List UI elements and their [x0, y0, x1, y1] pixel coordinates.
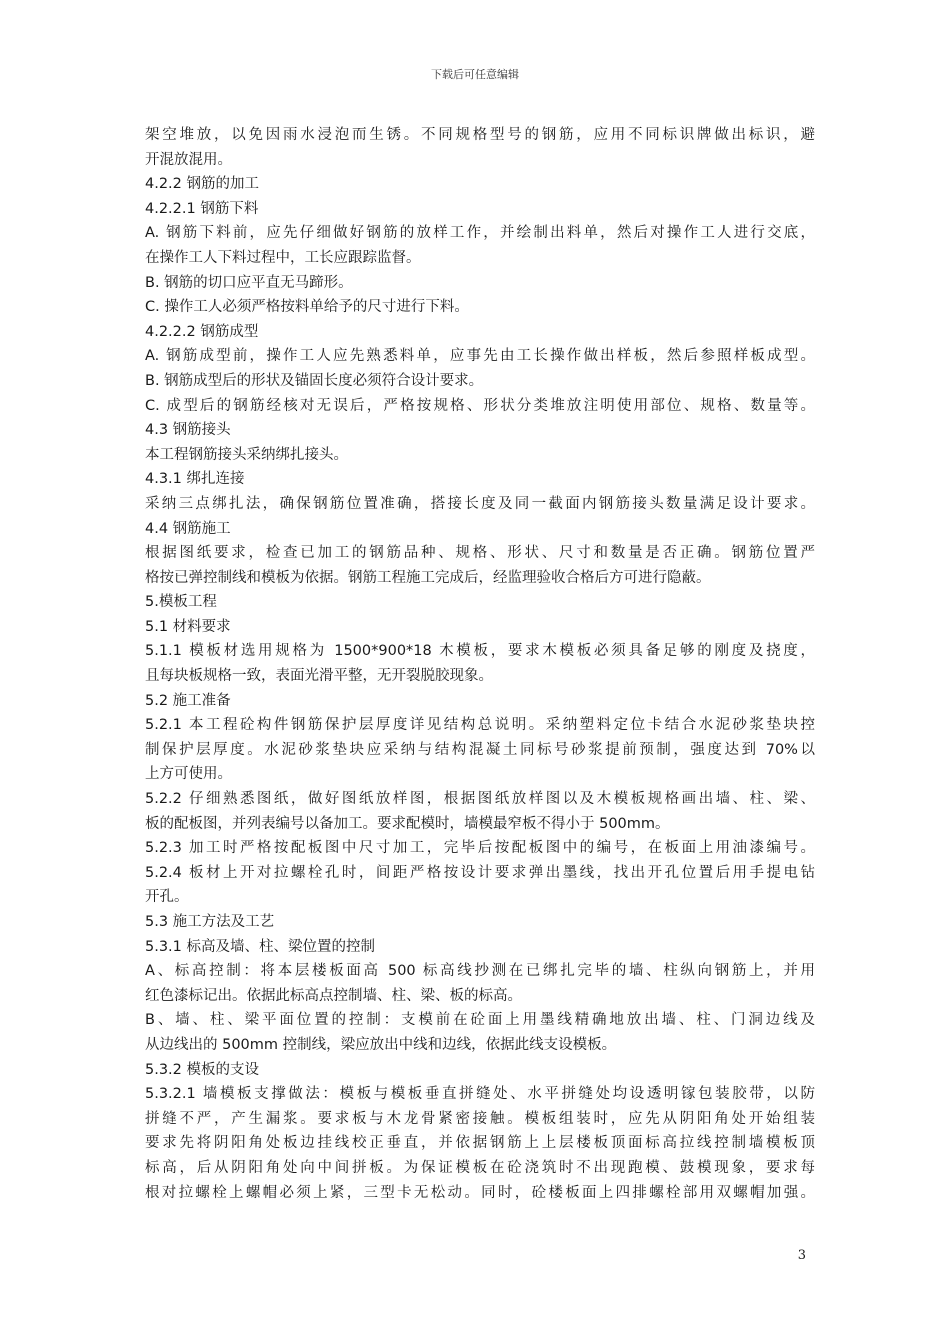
paragraph-line: B. 钢筋成型后的形状及锚固长度必须符合设计要求。 — [145, 372, 484, 389]
paragraph-line: C. 操作工人必须严格按料单给予的尺寸进行下料。 — [145, 299, 469, 316]
paragraph-line: A、标高控制：将本层楼板面高 500 标高线抄测在已绑扎完毕的墙、柱纵向钢筋上，并用 — [145, 963, 815, 980]
section-heading: 5.3.2 模板的支设 — [145, 1061, 260, 1078]
paragraph-line: 从边线出的 500mm 控制线，梁应放出中线和边线，依据此线支设模板。 — [145, 1036, 617, 1053]
paragraph-line: 红色漆标记出。依据此标高点控制墙、柱、梁、板的标高。 — [145, 987, 522, 1004]
paragraph-line: B、墙、柱、梁平面位置的控制：支模前在砼面上用墨线精确地放出墙、柱、门洞边线及 — [145, 1012, 815, 1029]
paragraph-line: 采纳三点绑扎法，确保钢筋位置准确，搭接长度及同一截面内钢筋接头数量满足设计要求。 — [145, 495, 815, 512]
section-heading: 5.3.1 标高及墙、柱、梁位置的控制 — [145, 938, 376, 955]
section-heading: 5.模板工程 — [145, 594, 217, 611]
paragraph-line: 5.2.2 仔细熟悉图纸，做好图纸放样图，根据图纸放样图以及木模板规格画出墙、柱、梁、 — [145, 791, 815, 808]
header-note: 下载后可任意编辑 — [431, 68, 519, 81]
paragraph-line: 要求先将阴阳角处板边挂线校正垂直，并依据钢筋上上层楼板顶面标高拉线控制墙模板顶 — [145, 1135, 815, 1152]
section-heading: 4.3 钢筋接头 — [145, 422, 231, 439]
paragraph-line: 5.3.2.1 墙模板支撑做法：模板与模板垂直拼缝处、水平拼缝处均设透明镓包装胶带，以防 — [145, 1086, 815, 1103]
paragraph-line: 5.2.1 本工程砼构件钢筋保护层厚度详见结构总说明。采纳塑料定位卡结合水泥砂浆垫块控 — [145, 717, 815, 734]
paragraph-line: 5.1.1 模板材选用规格为 1500*900*18 木模板，要求木模板必须具备足够的刚度及挠度， — [145, 643, 815, 660]
paragraph-line: C. 成型后的钢筋经核对无误后，严格按规格、形状分类堆放注明使用部位、规格、数量等。 — [145, 397, 815, 414]
paragraph-line: B. 钢筋的切口应平直无马蹄形。 — [145, 274, 353, 291]
paragraph-line: 且每块板规格一致，表面光滑平整，无开裂脱胶现象。 — [145, 668, 493, 685]
section-heading: 5.1 材料要求 — [145, 618, 231, 635]
paragraph-line: 上方可使用。 — [145, 766, 232, 783]
paragraph-line: 根据图纸要求，检查已加工的钢筋品种、规格、形状、尺寸和数量是否正确。钢筋位置严 — [145, 545, 815, 562]
section-heading: 4.2.2 钢筋的加工 — [145, 176, 260, 193]
paragraph-line: 格按已弹控制线和模板为依据。钢筋工程施工完成后，经监理验收合格后方可进行隐蔽。 — [145, 569, 711, 586]
paragraph-line: 在操作工人下料过程中，工长应跟踪监督。 — [145, 249, 421, 266]
section-heading: 4.3.1 绑扎连接 — [145, 471, 245, 488]
page-number: 3 — [797, 1248, 806, 1263]
section-heading: 4.2.2.1 钢筋下料 — [145, 200, 259, 217]
paragraph-line: 5.2.4 板材上开对拉螺栓孔时，间距严格按设计要求弹出墨线，找出开孔位置后用手提电钻 — [145, 864, 815, 881]
paragraph-line: 本工程钢筋接头采纳绑扎接头。 — [145, 446, 348, 463]
paragraph-line: 开混放混用。 — [145, 151, 232, 168]
paragraph-line: A. 钢筋成型前，操作工人应先熟悉料单，应事先由工长操作做出样板，然后参照样板成型。 — [145, 348, 815, 365]
paragraph-line: 架空堆放，以免因雨水浸泡而生锈。不同规格型号的钢筋，应用不同标识牌做出标识，避 — [145, 127, 815, 143]
paragraph-line: 根对拉螺栓上螺帽必须上紧，三型卡无松动。同时，砼楼板面上四排螺栓部用双螺帽加强。 — [145, 1184, 815, 1201]
paragraph-line: 开孔。 — [145, 889, 189, 906]
section-heading: 4.4 钢筋施工 — [145, 520, 231, 537]
paragraph-line: 板的配板图，并列表编号以备加工。要求配模时，墙模最窄板不得小于 500mm。 — [145, 815, 670, 832]
paragraph-line: 5.2.3 加工时严格按配板图中尺寸加工，完毕后按配板图中的编号，在板面上用油漆编号。 — [145, 840, 815, 857]
paragraph-line: 标高，后从阴阳角处向中间拼板。为保证模板在砼浇筑时不出现跑模、鼓模现象，要求每 — [145, 1159, 815, 1176]
section-heading: 5.3 施工方法及工艺 — [145, 914, 275, 930]
section-heading: 5.2 施工准备 — [145, 692, 231, 709]
paragraph-line: 制保护层厚度。水泥砂浆垫块应采纳与结构混凝土同标号砂浆提前预制，强度达到 70%以 — [145, 741, 815, 758]
paragraph-line: 拼缝不严，产生漏浆。要求板与木龙骨紧密接触。模板组装时，应先从阴阳角处开始组装 — [145, 1110, 815, 1127]
paragraph-line: A. 钢筋下料前，应先仔细做好钢筋的放样工作，并绘制出料单，然后对操作工人进行交底， — [145, 225, 815, 242]
section-heading: 4.2.2.2 钢筋成型 — [145, 323, 259, 340]
document-body — [145, 123, 815, 1205]
